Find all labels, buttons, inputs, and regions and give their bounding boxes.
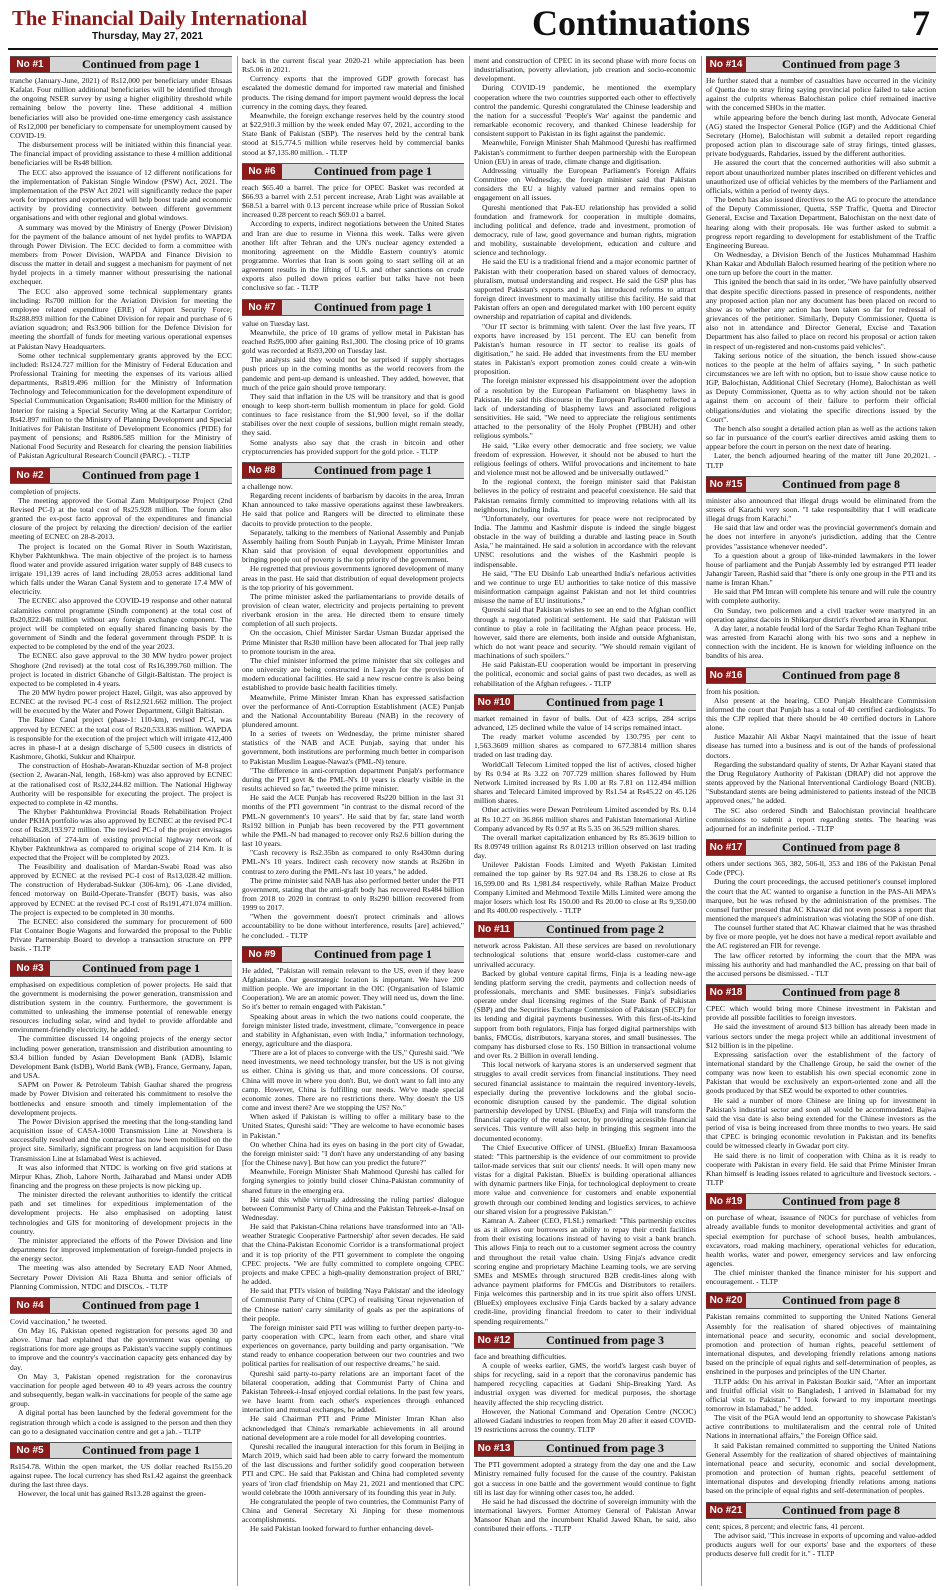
continuation-story: [474, 694, 696, 915]
story-header: [242, 299, 464, 316]
story-paragraph: He said that Pakistan-China relations have transformed into an 'All-weather Strategic Cooperative Partnership' after seven decades. He said that the China-Pakistan Economic Corridor is a transformational project and it is top priority of the PTI government to complete the ongoing CPEC projects. "We are fully committed to complete ongoing CPEC projects and make CPEC a high-quality demonstration project of BRI," he added.: [242, 1222, 464, 1287]
story-header: [706, 476, 936, 493]
story-number-badge: No #13: [474, 1441, 514, 1456]
story-header: [474, 921, 696, 938]
story-header: [706, 1502, 936, 1519]
story-paragraph: Regarding recent incidents of barbarism by dacoits in the area, Imran Khan announced to take massive operations against these lawbreakers. He said that police and Rangers will be directed to eliminate these dacoits to provide protection to the people.: [242, 491, 464, 528]
story-header: [10, 56, 232, 73]
story-paragraph: Expressing satisfaction over the establishment of the factory of international standard by the Challenge Group, he said the owner of the company was now keen to establish his own special economic zone in Pakistan that would be exclusively an export-oriented zone and all the goods produced by that SEZ would be exported to other countries.: [706, 1049, 936, 1096]
story-title: Continued from page 1: [313, 299, 433, 314]
story-paragraph: The disbursement process will be initiated within this financial year. The financial impact of providing assistance to these 4 million additional beneficiaries will be Rs48 billion.: [10, 140, 232, 168]
story-paragraph: On whether China had its eyes on basing in the port city of Gwadar, the foreign minister said: "I don't have any understanding of any basing [for the Chinese navy]. But how can you predict the future?": [242, 1139, 464, 1168]
story-title: Continued from page 1: [81, 960, 201, 975]
story-paragraph: The ECC also approved the issuance of 12 different notifications for the implementation of Pakistan Single Window (PSW) Act, 2021. The implementation of the PSW Act 2021 will significantly reduce the paper work for importers and exporters and will help boost trade and economic activity by providing connectivity between different government organisations and with other regional and global windows.: [10, 167, 232, 223]
story-body: [10, 1317, 232, 1436]
continuation-story: [242, 163, 464, 293]
masthead: [8, 3, 938, 50]
story-paragraph: The advisor said, "This increase in exports of upcoming and value-added products augurs well for our exports' base and the exporters of these products deserve full credit for it." - TLTP: [706, 1530, 936, 1559]
story-number-badge: No #1: [10, 57, 50, 72]
story-paragraph: Addressing virtually the European Parliament's Foreign Affairs Committee on Wednesday, the foreign minister said that Pakistan considers the EU a highly valued partner and remains open to engagement on all issues.: [474, 165, 696, 203]
story-title: Continued from page 1: [81, 1297, 201, 1312]
story-paragraph: The bench also sought a detailed action plan as well as the actions taken so far in pursuance of the court's earlier directives amid asking them to appear before the court in person on the next date of hearing.: [706, 423, 936, 452]
story-paragraph: The prime minister asked the parliamentarians to provide details of provision of clean water, electricity and projects pertaining to prevent riverbank erosion in the area. He directed them to ensure timely completion of all such projects.: [242, 591, 464, 629]
continuation-story: [242, 299, 464, 456]
continuation-story: [474, 1332, 696, 1434]
story-body: [474, 941, 696, 1326]
story-paragraph: The ECNEC also approved the COVID-19 response and other natural calamities control programme (Sindh component) at the total cost of Rs20,822.046 million without any foreign exchange component. The project will be completed on equally shared financing basis by the government of Sindh and the federal government through PSDP. It is expected to be completed by the end of the year 2023.: [10, 596, 232, 652]
story-paragraph: Kamran A. Zaheer (CEO, FLSL) remarked: "This partnership excites us as it allows our borrowers an ability to repay their credit facilities from their existing locations instead of having to visit a bank branch. This allows Finja to reach out to a customer segment across the country and throughout the retail value chain. Using Finja's advance credit scoring engine and proprietary Machine Learning tools, we are serving SMEs and MSMEs through structured B2B credit-lines along with advance payment platforms for FMCGs and Distributors to retailers. Finja welcomes this partnership and in its true spirit also offers UNSL (BlueEx) employees exclusive Finja Cards backed by a salary advance credit-line, providing financial freedom to cater to their individual spending requirements.": [474, 1215, 696, 1326]
story-number-badge: No #21: [706, 1503, 746, 1518]
story-header: [10, 1442, 232, 1459]
story-paragraph: He said the investment of around $13 billion has already been made in various sectors under the mega project while an additional investment of $12 billion is in the pipeline.: [706, 1022, 936, 1050]
story-number-badge: No #19: [706, 1194, 746, 1209]
continuation-story: [706, 984, 936, 1187]
story-paragraph: The foreign minister said PTI was willing to further deepen party-to-party cooperation with CPC, learn from each other, and share vital experiences on governance, party building and party organisation. "We stand ready to enhance cooperation between our two countries and two political parties for realisation of our respective dreams," he said.: [242, 1322, 464, 1369]
story-paragraph: According to experts, indirect negotiations between the United States and Iran are due to resume in Vienna this week. Talks were given another lift after Tehran and the UN's nuclear agency extended a monitoring agreement on the Middle Eastern country's atomic programme. Worries that Iran is soon going to start selling oil at an agreement results in the lifting of U.S. and other sanctions on crude exports also pulled down prices earlier but talks have not been conclusive so far. - TLTP: [242, 219, 464, 293]
story-paragraph: cent; spices, 8 percent; and electric fans, 41 percent.: [706, 1521, 865, 1531]
story-paragraph: Rs154.78. Within the open market, the US dollar reached Rs155.20 against rupee. The local currency has shed Rs1.42 against the greenback during the last three days.: [10, 1461, 232, 1490]
story-paragraph: Meanwhile, Foreign Minister Shah Mahmood Qureshi has called for forging synergies to jointly build closer China-Pakistan community of shared future in the emerging era.: [242, 1167, 464, 1195]
story-paragraph: The overall market capitalization enhanced by Rs 85.3619 billion to Rs 8.09749 trillion against Rs 8.01213 trillion observed on last trading day.: [474, 832, 696, 861]
story-body: [474, 714, 696, 915]
story-paragraph: On May 16, Pakistan opened registration for persons aged 30 and above. Umar had explained that the government was opening up registrations for more age groups as Pakistan's vaccine supply continues to improve and the country's vaccination capacity gets enhanced day by day.: [10, 1326, 232, 1372]
story-title: Continued from page 1: [81, 57, 201, 71]
story-paragraph: on purchase of wheat, issuance of NOCs for purchase of vehicles from already available funds to monitor developmental activities and grant of special exemption for purchase of school buses, health ambulances, excavators, road making machinery, operational vehicles for education, health works, water and power, emergency services and law enforcing agencies.: [706, 1213, 936, 1268]
story-body: [10, 487, 232, 954]
story-body: [706, 687, 936, 834]
story-paragraph: from his position.: [706, 686, 760, 696]
story-title: Continued from page 8: [781, 1293, 901, 1308]
story-paragraph: Speaking about areas in which the two nations could cooperate, the foreign minister listed trade, investment, climate, "convergence in peace and stability in Afghanistan, even with India," information technology, energy, agriculture and the diaspora.: [242, 1011, 464, 1048]
section-title: Continuations: [532, 3, 751, 43]
story-paragraph: The project is located on the Gomal River in South Waziristan, Khyber Pakhtunkhwa. The main objective of the project is to harness flood water and provide assured irrigation water supply of 848 cusecs to irrigate 191,139 acres of land including 28,053 acres additional land which falls under the Waran Canal System and to generate 17.4 MW of electricity.: [10, 541, 232, 597]
story-header: [474, 694, 696, 711]
story-paragraph: He congratulated the people of two countries, the Communist Party of China and General Secretary Xi Jinping for these momentous accomplishments.: [242, 1496, 464, 1525]
story-number-badge: No #20: [706, 1293, 746, 1308]
story-body: [474, 1352, 696, 1434]
story-header: [10, 467, 232, 484]
story-number-badge: No #3: [10, 961, 50, 976]
story-paragraph: In the regional context, the foreign minister said that Pakistan believes in the policy of restraint and peaceful coexistence. He said that Pakistan remains firmly committed to improving relations with all its neighbours, including India.: [474, 477, 696, 514]
story-paragraph: Regarding the substandard quality of stents, Dr Azhar Kayani stated that the Drug Regulatory Authority of Pakistan (DRAP) did not approve the stents approved by the National Interventional Cardiology Board (NICB). "Substandard stents are being administered to patients instead of the NICB approved ones," he added.: [706, 759, 936, 806]
continuation-story: [474, 1440, 696, 1533]
story-title: Continued from page 8: [781, 476, 901, 491]
continuation-story: [242, 56, 464, 157]
continuation-story: [10, 960, 232, 1291]
story-paragraph: During the court proceedings, the accused petitioner's counsel implored the court that the AC wanted to organise a function in the PAS-Ali MPA's marquee, but he was refused by the administration of the premises. The counsel further pressed that AC Khawar did not even possess a report that mentioned the marquee's administration was violating the SOP of one dish.: [706, 877, 936, 923]
story-header: [242, 462, 464, 479]
story-paragraph: He said there is no limit of cooperation with China as it is ready to cooperate with Pakistan in every field. He said that Prime Minister Imran Khan himself is leading issues related to agriculture and livestock sectors. - TLTP: [706, 1150, 936, 1188]
story-paragraph: The Rainee Canal project (phase-1: 110-km), revised PC-I, was approved by ECNEC at the total cost of Rs20,533.836 million. WAPDA is responsible for the execution of the project which will irrigate 412,400 acres in phase-I at a design discharge of 5,500 cusecs in districts of Kashmore, Ghotki, Sukkur and Khairpur.: [10, 715, 232, 762]
story-paragraph: He regretted that previous governments ignored development of many areas in the past. He said that distribution of equal development projects is the top priority of his government.: [242, 564, 464, 592]
column-divider: [701, 56, 702, 1586]
story-paragraph: value on Tuesday last.: [242, 318, 310, 328]
story-paragraph: He said Chairman PTI and Prime Minister Imran Khan also acknowledged that China's remarkable achievements in all around national development are a role model for all developing countries.: [242, 1414, 464, 1442]
story-paragraph: A couple of weeks earlier, GMS, the world's largest cash buyer of ships for recycling, said in a report that the coronavirus pandemic has hampered recycling capacities at Gadani Ship-Breaking Yard. As industrial oxygen was diverted for medical purposes, the shortage heavily affected the ship recycling district.: [474, 1360, 696, 1407]
story-paragraph: To a question about a group of like-minded lawmakers in the lower house of parliament and the Punjab Assembly led by estranged PTI leader Jahangir Tareen, Rashid said that "there is only one group in the PTI and its name is Imran Khan.": [706, 550, 936, 588]
story-paragraph: He said the ACE Punjab has recovered Rs220 billion in the last 31 months of the PTI government "in contrast to the dismal record of the PML-N government's 10 years". He said that by far, state land worth Rs192 billion in Punjab has been recovered by the PTI government while the PML-N had managed to recover only Rs2.6 billion during the last 10 years.: [242, 793, 464, 849]
story-paragraph: Currency exports that the improved GDP growth forecast has escalated the domestic demand for imported raw material and finished products. The rising demand for import payment would depress the local currency in the coming days, they feared.: [242, 74, 464, 111]
column-divider: [469, 56, 470, 1586]
story-paragraph: The counsel further stated that AC Khawar claimed that he was thrashed by five or more people, yet he does not have a medical report available and the AC registered an FIR for revenge.: [706, 923, 936, 951]
story-paragraph: The PTI government adopted a strategy from the day one and the Law Ministry remained fully focused for the cause of the country. Pakistan got a success in one battle and the government would continue to fight till its last day for winning other cases too, he added.: [474, 1460, 696, 1497]
story-paragraph: others under sections 365, 382, 506-ll, 353 and 186 of the Pakistan Penal Code (PPC).: [706, 859, 936, 878]
story-paragraph: reach $65.40 a barrel. The price for OPEC Basket was recorded at $66.93 a barrel with 2.51 percent increase, Arab Light was available at $68.51 a barrel with 0.13 percent increase while price of Russian Sokol increased 0.28 percent to reach $69.01 a barrel.: [242, 182, 464, 220]
story-body: [242, 482, 464, 940]
story-paragraph: Qureshi said party-to-party relations are an important facet of the bilateral cooperation, adding that Communist Party of China and Pakistan Tehreek-i-Insaf enjoyed cordial relations. In the past few years, we have learnt from each other's experiences through enhanced interaction and mutual exchanges, he added.: [242, 1368, 464, 1415]
story-paragraph: In a series of tweets on Wednesday, the prime minister shared statistics of the NAB and ACE Punjab, saying that under his government, both institutions are performing much better in comparison to Pakistan Muslim League-Nawaz's (PML-N) tenure.: [242, 729, 464, 766]
story-title: Continued from page 3: [545, 1441, 665, 1456]
story-body: [242, 183, 464, 293]
story-paragraph: TLTP adds: On his arrival in Pakistan Bozkir said, "After an important and fruitful official visit to Bangladesh, I arrived in Islamabad for my official visit to Pakistan." "I look forward to my important meetings tomorrow in Islamabad," he added.: [706, 1376, 936, 1413]
story-body: [706, 1312, 936, 1495]
story-paragraph: The SC also ordered Sindh and Balochistan provincial healthcare commissions to submit a report regarding stents. The hearing was adjourned for an indefinite period. - TLTP: [706, 805, 936, 833]
story-number-badge: No #11: [474, 922, 514, 937]
continuation-story: [242, 462, 464, 940]
story-body: [706, 496, 936, 661]
story-body: [706, 1213, 936, 1286]
story-paragraph: Backed by global venture capital firms, Finja is a leading new-age lending platform serving the credit, payments and collection needs of professionals, merchants and SME businesses. Finja's subsidiaries operate under dual licensing regimes of the State Bank of Pakistan (SBP) and the Securities Exchange Commission of Pakistan (SECP) for its lending and digital payments businesses. With this first-of-its-kind support from both regulators, Finja has forged digital partnerships with banks, FMCGs, distributors, karyana stores, and small businesses. The company has disbursed close to Rs. 150 Billion in transactional volume and over Rs. 2 Billion in overall lending.: [474, 968, 696, 1061]
story-number-badge: No #16: [706, 668, 746, 683]
story-paragraph: "Our IT sector is brimming with talent. Over the last five years, IT exports have increased by 151 percent. The EU can benefit from Pakistan's human resource in IT sector to realise its goals of digitisation," he said. He added that investments from the EU member states in Pakistan's export promotion zones could create a win-win proposition.: [474, 321, 696, 377]
story-paragraph: He assured the court that the concerned authorities will also submit a report about unauthorized number plates inscribed on different vehicles and unauthorized use of official vehicles by the members of the Parliament and officials, within a period of twenty days.: [706, 158, 936, 195]
story-header: [706, 839, 936, 856]
story-body: [706, 1004, 936, 1187]
story-number-badge: No #2: [10, 468, 50, 483]
continuation-story: [706, 667, 936, 834]
story-paragraph: "When the government doesn't protect criminals and allows accountability to be done without interference, results [are] achieved," he concluded. - TLTP: [242, 912, 464, 940]
story-body: [474, 56, 696, 688]
story-header: [706, 984, 936, 1001]
story-paragraph: The analysts said they would not be surprised if supply shortages push prices up in the coming months as the world recovers from the pandemic and pent-up demand is unleashed. They added, however, that much of the price gain should prove temporary.: [242, 355, 464, 392]
story-paragraph: The meeting approved the Gomal Zam Multipurpose Project (2nd Revised PC-I) at the total cost of Rs25.928 million. The forum also granted the ex-post facto approval of the expenditures and financial closure of the project by relaxing the direction/ decision of the earlier meeting of ECNEC on 28-8-2013.: [10, 495, 232, 542]
story-paragraph: The committee discussed 14 ongoing projects of the energy sector including power generation, transmission and distribution amounting to $3.4 billion funded by Asian Development Bank (ADB), Islamic Development Bank (IsDB), World Bank (WB), France, Germany, Japan, and USA.: [10, 1034, 232, 1081]
story-paragraph: Other activities were Dewan Petroleum Limited ascended by Rs. 0.14 at Rs 10.27 on 36.866 million shares and Pakistan International Airline Company advanced by Rs 0.97 at Rs 5.35 on 36.529 million shares.: [474, 805, 696, 833]
story-title: Continued from page 3: [545, 1332, 665, 1347]
story-paragraph: "Unfortunately, our overtures for peace were not reciprocated by India. The Jammu and Kashmir dispute is indeed the single biggest obstacle in the way of building a durable and lasting peace in South Asia," he maintained. He said a solution in accordance with the relevant UNSC resolutions and the wishes of the Kashmiri people is indispensable.: [474, 513, 696, 569]
story-header: [706, 1193, 936, 1210]
story-paragraph: It was also informed that NTDC is working on five grid stations at Mirpur Khas, Zhob, Lahore North, Jaiharabad and Mansi under ADB financing and the progress on these projects is now picking up.: [10, 1162, 232, 1190]
story-number-badge: No #17: [706, 840, 746, 855]
story-paragraph: A day later, a notable feudal lord of the Sardar Tegho Khan Teghani tribe was arrested from Karachi along with his two sons and a nephew in connection with the incident. He is known for wielding influence on the bandits of his area.: [706, 623, 936, 661]
continuation-story: [706, 1193, 936, 1286]
story-paragraph: "The difference in anti-corruption department Punjab's performance during the PTI govt & the PML-N's 10 years is clearly visible in the results achieved so far," tweeted the prime minister.: [242, 765, 464, 794]
continuation-story: [10, 467, 232, 954]
story-paragraph: The minister directed the relevant authorities to identify the critical path and set timelines for expeditious implementation of the development projects. He also emphasised on adopting latest technologies and GIS for monitoring of development projects in the country.: [10, 1190, 232, 1236]
story-paragraph: It said Pakistan remained committed to supporting the United Nations General Assembly for the realization of shared objectives of maintaining international peace and security, economic and social development, promotion and protection of human rights, peaceful settlement of international disputes and developing friendly relations among nations based on the principle of equal rights and self-determination of peoples.: [706, 1440, 936, 1496]
story-paragraph: Meanwhile, Prime Minister Imran Khan has expressed satisfaction over the performance of Anti-Corruption Establishment (ACE) Punjab and the National Accountability Bureau (NAB) in the recovery of plundered amount.: [242, 692, 464, 729]
story-header: [242, 946, 464, 963]
story-paragraph: The 20 MW hydro power project Hazel, Gilgit, was also approved by ECNEC at the revised PC-I cost of Rs12,921.662 million. The project will be executed by the Water and Power Department, Gilgit Baltistan.: [10, 688, 232, 716]
story-paragraph: During COVID-19 pandemic, he mentioned the exemplary cooperation where the two countries supported each other to effectively control the pandemic. Qureshi congratulated the Chinese leadership and the nation for a successful 'People's War' against the pandemic and remarkable economic recovery, and thanked Chinese leadership for consistent support to Pakistan in its fight against the pandemic.: [474, 83, 696, 139]
story-paragraph: The minister appreciated the efforts of the Power Division and line departments for improved implementation of foreign-funded projects in the energy sector.: [10, 1235, 232, 1264]
story-paragraph: a challenge now.: [242, 481, 293, 491]
story-paragraph: back in the current fiscal year 2020-21 while appreciation has been Rs5.06 in 2021.: [242, 56, 464, 75]
story-paragraph: The ECNEC also considered the summary for procurement of 600 Flat Container Bogie Wagons and forwarded the proposal to the Public Private Partnership Board to develop a transaction structure on PPP basis. - TLTP: [10, 916, 232, 954]
story-title: Continued from page 8: [781, 1194, 901, 1209]
story-body: [242, 966, 464, 1534]
story-paragraph: Meanwhile, the price of 10 grams of yellow metal in Pakistan has reached Rs95,000 after gaining Rs1,300. The closing price of 10 grams gold was recorded at Rs93,200 on Tuesday last.: [242, 327, 464, 356]
story-paragraph: face and breathing difficulties.: [474, 1351, 567, 1361]
story-paragraph: He said Pakistan looked forward to further enhancing devel-: [250, 1524, 434, 1534]
story-paragraph: The foreign minister expressed his disappointment over the adoption of a resolution by the European Parliament on blasphemy laws in Pakistan. He said this discourse in the European Parliament reflected a lack of understanding of blasphemy laws and associated religious sensitivities. He said, "We need to appreciate the religious sentiments attached to the personality of the Holy Prophet (PBUH) and other religious symbols.": [474, 376, 696, 441]
story-paragraph: A summary was moved by the Ministry of Energy (Power Division) for the payment of the balance amount of net hydel profits to WAPDA through Power Division. The ECC decided to form a committee with members from Power Division, WAPDA and Finance Division to discuss the matter in detail and suggest a mechanism for payment of net hydel projects in a timely manner without pressurising the national exchequer.: [10, 222, 232, 287]
continuation-story: [474, 921, 696, 1326]
story-paragraph: He said that law and order was the provincial government's domain and he does not interfere in anyone's jurisdiction, adding that the Centre provides "assistance whenever needed".: [706, 523, 936, 551]
story-paragraph: The ready market volume ascended by 130.795 per cent to 1,563.3609 million shares as compared to 677.3814 million shares traded on last trading day.: [474, 732, 696, 760]
story-paragraph: However, the National Command and Operation Centre (NCOC) allowed Gadani industries to reopen from May 20 after it eased COVID-19 restrictions across the country. TLTP: [474, 1406, 696, 1435]
story-paragraph: Taking serious notice of the situation, the bench issued show-cause notices to the people at the helm of affairs saying, " In such pathetic circumstances we are left with no option, but to issue show cause notice to IGP, Balochistan, Additional Chief Secretary (Home), Balochistan as well as Deputy Commissioner, Quetta as to why action should not be taken against them on account of their failure to perform their official obligations/duties and violating the specific directions issued by the Court".: [706, 350, 936, 424]
story-body: [706, 1522, 936, 1559]
story-paragraph: On the occasion, Chief Minister Sardar Usman Buzdar apprised the Prime Minister that Rs30 million have been allocated for Thal jeep rally to promote tourism in the area.: [242, 628, 464, 656]
story-paragraph: On May 3, Pakistan opened registration for the coronavirus vaccination for people aged between 40 to 49 years across the country and subsequently, began walk-in vaccinations for people of the same age group.: [10, 1371, 232, 1409]
story-paragraph: Meanwhile, Foreign Minister Shah Mahmood Qureshi has reaffirmed Pakistan's commitment to further deepen partnership with the European Union (EU) in areas of trade, climate change and digitisation.: [474, 138, 696, 166]
story-paragraph: On Wednesday, a Division Bench of the Justices Muhammad Hashim Khan Kakar and Abdullah Baloch resumed hearing of the petition where no one turn up before the court in the matter.: [706, 249, 936, 278]
story-paragraph: When asked if Pakistan is willing to offer a military base to the United States, Qureshi said: "They are welcome to have economic bases in Pakistan.": [242, 1112, 464, 1140]
story-body: [706, 76, 936, 470]
story-paragraph: He said the EU is a traditional friend and a major economic partner of Pakistan with their cooperation based on shared values of democracy, pluralism, mutual understanding and respect. He said the GSP plus has supported Pakistan's exports and it has introduced reforms to attract foreign direct investment to maximally utilise this facility. He said that Pakistan offers an open and deregulated market with 100 percent equity ownership and repatriation of capital and dividends.: [474, 257, 696, 322]
story-number-badge: No #7: [242, 300, 282, 315]
story-body: [242, 319, 464, 456]
story-paragraph: He said, "The EU Disinfo Lab unearthed India's nefarious activities and we continue to urge EU authorities to take notice of this massive misinformation campaign against Pakistan and not let third countries misuse the name of EU institutions.": [474, 568, 696, 606]
story-title: Continued from page 8: [781, 840, 901, 855]
story-paragraph: The law officer retorted by informing the court that the MPA was missing his authority and had manhandled the AC, pressing on that bail of the accused persons be dismissed. - TLT: [706, 950, 936, 978]
story-paragraph: emphasised on expeditious completion of power projects. He said that the government is modernising the power generation, transmission and distribution system in the country. Furthermore, the government is committed to unleashing the immense potential of renewable energy resources including solar, wind and hydel to provide affordable and environment-friendly electricity, he added.: [10, 979, 232, 1035]
story-paragraph: SAPM on Power & Petroleum Tabish Gauhar shared the progress made by Power Division and reiterated his commitment to resolve the bottlenecks and ensure smooth and timely implementation of the development projects.: [10, 1080, 232, 1117]
story-paragraph: Later, the bench adjourned hearing of the matter till June 20,2021. - TLTP: [706, 451, 936, 470]
story-paragraph: WorldCall Telecom Limited topped the list of actives, closed higher by Rs 0.94 at Rs 3.22 on 707.729 million shares followed by Hum Network Limited increased by Rs 1.00 at Rs 7.81 on 112.494 million shares and Telecard Limited improved by Rs1.54 at Rs45.22 on 45.126 million shares.: [474, 759, 696, 806]
story-paragraph: He said Pakistan-EU cooperation would be important in preserving the political, economic and social gains of past two decades, as well as rehabilitation of the Afghan refugees. - TLTP: [474, 660, 696, 688]
story-paragraph: tranche (January-June, 2021) of Rs12,000 per beneficiary under Ehsaas Kafalat. Four million additional beneficiaries will be identified through the ongoing NSER survey by using a higher eligibility threshold while remaining below the poverty line. These additional 4 million beneficiaries will also be provided one-time emergency cash assistance of Rs12,000 per beneficiary to compensate for unemployment caused by COVID-19.: [10, 76, 232, 140]
story-body: [706, 859, 936, 978]
story-header: [10, 1297, 232, 1314]
story-paragraph: This local network of karyana stores is an underserved segment that struggles to avail credit services from financial institutions. They need secured financial assistance to maintain the required inventory-levels, especially during the preventive lockdowns and the global socio-economic disruption caused by the pandemic. The digital solution partnership developed by UNSL (BlueEx) and Finja will transform the financial capacity of the retail sector, by providing accessible financial services. This venture will also help in bringing this segment into the documented economy.: [474, 1060, 696, 1143]
story-paragraph: Meanwhile, the foreign exchange reserves held by the country stood at $22,910.3 million by the week ended May 07, 2021, according to the State Bank of Pakistan (SBP). The reserves held by the central bank stood at $15,774.5 million while reserves held by commercial banks stood at $7,135.80 million. - TLTP: [242, 110, 464, 157]
story-paragraph: He said this while virtually addressing the ruling parties' dialogue between Communist Party of China and the Pakistan Tehreek-e-Insaf on Wednesday.: [242, 1194, 464, 1222]
story-paragraph: The ECNEC also gave approval to the 30 MW hydro power project Shoghore (2nd revised) at the total cost of Rs16,399.760 million. The project is located in district Ghanche of Gilgit-Baltistan. The project is expected to be completed in 4 years.: [10, 651, 232, 688]
column-3: [474, 56, 696, 1586]
story-paragraph: The Feasibility and dualisation of Mardan-Swabi Road was also approved by ECNEC at the revised PC-I cost of Rs13,028.42 million. The construction of Hyderabad-Sukkur (306-km), 06 -Lane divided, fenced motorway on Build-Operate-Transfer (BOT) basis, was also approved by ECNEC at the revised PC-I cost of Rs191,471.074 million. The project is expected to be completed in 30 months.: [10, 861, 232, 917]
story-title: Continued from page 1: [313, 462, 433, 477]
story-paragraph: On Sunday, two policemen and a civil tracker were martyred in an operation against dacoits in Shikarpur district's riverbed area in Khanpur.: [706, 605, 936, 624]
story-paragraph: This ignited the bench that said in its order, "We have painfully observed that despite specific directions passed in presence of respondents, neither any proposed action plan nor any document has been placed on record to show as to whether any action has been taken so far for redressal of grievances of the petitioner. Similarly, Deputy Commissioner, Quetta is also not in attendance and Director General, Excise and Taxation Department has also failed to place on record his proposal or action taken in respect of un-registered and non-customs paid vehicles".: [706, 277, 936, 351]
article-columns: [10, 56, 936, 1586]
column-1: [10, 56, 232, 1586]
story-title: Continued from page 1: [313, 163, 433, 178]
story-paragraph: The Khyber Pakhtunkhwa Provincial Roads Rehabilitation Project under PKHA portfolio was also approved by ECNEC at the revised PC-I cost of Rs28,193.972 million. The revised PC-I of the project envisages rehabilitation of 274-km of existing provincial highway network of Khyber Pakhtunkhwa as compared to original scope of 214 Km. It is expected that the Project will be completed by 2023.: [10, 807, 232, 862]
story-paragraph: Covid vaccination," he tweeted.: [10, 1316, 107, 1326]
story-title: Continued from page 3: [781, 57, 901, 71]
story-paragraph: network across Pakistan. All these services are based on revolutionary technological solutions that ensure world-class customer-care and unrivalled accuracy.: [474, 941, 696, 969]
story-paragraph: He further stated that a number of casualties have occurred in the vicinity of Quetta due to stray firing saying provincial police failed to take action against the culprits whereas Balochistan police chief remained inactive with the concerned SHOs in the matter.: [706, 76, 936, 113]
story-body: [10, 76, 232, 461]
story-title: Continued from page 2: [545, 922, 665, 937]
story-paragraph: He said that PTI's vision of building 'Naya Pakistan' and the ideology of Communist Party of China (CPC) of realising 'Great rejuvenation of the Chinese nation' carry similarity of goals as per the aspirations of their people.: [242, 1286, 464, 1323]
continuation-story: [706, 1292, 936, 1495]
story-title: Continued from page 8: [781, 1502, 901, 1517]
story-paragraph: A digital portal has been launched by the federal government for the registration through which a code is assigned to the person and then they can go to a designated vaccination centre and get a jab. - TLTP: [10, 1408, 232, 1436]
story-paragraph: market remained in favor of bulls. Out of 423 scrips, 284 scrips advanced, 125 declined while the value of 14 scrips remained intact.: [474, 713, 696, 732]
story-paragraph: He said a number of more Chinese are lining up for investment in Pakistan's industrial sector and soon all would be accommodated. Bajwa said the visa date is also being extended for the Chinese investors as the period of visa is being increased from three months to two years. He said that CPEC is bringing economic revolution in Pakistan and its benefits could be witnessed clearly in Gwadar port city.: [706, 1095, 936, 1151]
continuation-story: [706, 476, 936, 661]
story-paragraph: ment and construction of CPEC in its second phase with more focus on industrialisation, poverty alleviation, job creation and socio-economic development.: [474, 56, 696, 84]
story-header: [706, 56, 936, 73]
story-paragraph: He said he had discussed the doctrine of sovereign immunity with the international lawyers. Former Attorney General of Pakistan Anwar Mansoor Khan and the incumbent Khalid Jawed Khan, he said, also contributed their efforts. - TLTP: [474, 1496, 696, 1534]
story-number-badge: No #5: [10, 1443, 50, 1458]
story-header: [242, 163, 464, 180]
story-paragraph: The chief minister informed the prime minister that six colleges and one university are being constructed in Layyah for the provision of modern educational facilities. He said a new rescue centre is also being established to provide basic health facilities timely.: [242, 655, 464, 693]
story-title: Continued from page 1: [81, 467, 201, 482]
story-paragraph: completion of projects.: [10, 486, 81, 496]
story-paragraph: Some other technical supplementary grants approved by the ECC included: Rs124.727 million for the Ministry of Federal Education and Professional Training for meeting the expenses of its various allied departments, Rs819.496 million for the Ministry of Information Technology and Telecommunication for the development expenditure of Special Communication Organisation; Rs400 million for the Ministry of Interior for raising a Special Security Wing at the Kartarpur Corridor; Rs42.897 million to the Ministry of Planning Development and Special Initiatives for Pakistan Institute of Development Economics (PIDE) for payment of pensions; and Rs806.585 million for the Ministry of National Food Security and Research for clearing the pension liabilities of Pakistan Agricultural Research Council (PARC). - TLTP: [10, 350, 232, 461]
story-title: Continued from page 1: [81, 1442, 201, 1457]
story-paragraph: The construction of Hoshab-Awaran-Khuzdar section of M-8 project (section 2, Awaran-Nal, length, 168-km) was also approved by ECNEC at the rationalised cost of Rs32,244.82 million. The National Highway Authority will be responsible for executing the project. The project is expected to complete in 42 months.: [10, 761, 232, 807]
story-number-badge: No #12: [474, 1333, 514, 1348]
story-header: [474, 1332, 696, 1349]
story-number-badge: No #10: [474, 695, 514, 710]
story-body: [474, 1460, 696, 1533]
story-header: [706, 667, 936, 684]
continuation-story: [706, 56, 936, 470]
column-divider: [237, 56, 238, 1586]
story-paragraph: The Power Division apprised the meeting that the long-standing land acquisition issue of CASA-1000 Transmission Line at Nowshera is successfully resolved and the contractor has now been mobilised on the project site. Similarly, significant progress on land acquisition for Dasu Transmission Line at Islamabad West is achieved.: [10, 1116, 232, 1163]
continuation-story: [706, 1502, 936, 1559]
story-paragraph: He added, "Pakistan will remain relevant to the US, even if they leave Afghanistan. Our geostrategic location is important. We have 200 million people. We are important in the OIC (Organisation of Islamic Cooperation). We are an atomic power. They will need us, down the line. So it's better to remain engaged with Pakistan.": [242, 965, 464, 1012]
story-paragraph: while appearing before the bench during last month, Advocate General (AG) stated the Inspector General Police (IGP) and the Additional Chief Secretary (Home), Balochistan will submit a detailed report regarding proposed action plan to discourage sale of stray firings, tinted glasses, private bodyguards, Rahdaries, issued by the different authorities.: [706, 112, 936, 159]
story-paragraph: He said, "Like every other democratic and free society, we value freedom of expression. However, it should not be abused to hurt the religious feelings of others. Wilful provocations and incitement to hate and violence must not be allowed and be universally outlawed.": [474, 440, 696, 478]
story-number-badge: No #6: [242, 164, 282, 179]
story-paragraph: Separately, talking to the members of National Assembly and Punjab Assembly hailing from South Punjab in Layyah, Prime Minister Imran Khan said that provision of equal development opportunities and bringing people out of poverty is the top priority of the government.: [242, 527, 464, 565]
story-paragraph: The meeting was also attended by Secretary EAD Noor Ahmed, Secretary Power Division Ali Raza Bhutta and senior officials of Planning Commission, NTDC and DISCOs. - TLTP: [10, 1263, 232, 1291]
story-paragraph: CPEC which would bring more Chinese investment in Pakistan and provide all possible facilities to foreign investors.: [706, 1004, 936, 1023]
story-paragraph: "There are a lot of places to converge with the US," Qureshi said. "We need investments, we need technology transfer, but the US is not giving us either. China is giving us that, and more concessions. Of course, China will move in where you don't. But, we don't want to fall into any camp. However, China is fulfilling our needs. We've made special economic zones. There are no restrictions there. Why doesn't the US come and invest there? Are we stopping the US? No.": [242, 1048, 464, 1113]
story-paragraph: The ECC also approved some technical supplementary grants including: Rs700 million for the Aviation Division for meeting the employee related expenditure (ERE) of Airport Security Force; Rs288.893 million for the Cabinet Division for repair and purchase of 6 aviation squadron; and Rs3.906 billion for the Defence Division for meeting the shortfall of funds for meeting various operational expenses at Pakistan Navy Headquarters.: [10, 286, 232, 351]
story-paragraph: Qureshi mentioned that Pak-EU relationship has provided a solid foundation and framework for cooperation in multiple domains, including political and defence, trade and investment, promotion of democracy, rule of law, good governance and human rights, migration and mobility, sustainable development, education and culture and science and technology.: [474, 202, 696, 258]
story-header: [706, 1292, 936, 1309]
continuation-story: [10, 1442, 232, 1499]
story-title: Continued from page 8: [781, 985, 901, 1000]
story-paragraph: Some analysts also say that the crash in bitcoin and other cryptocurrencies has provided support for the gold price. - TLTP: [242, 437, 464, 456]
story-paragraph: They said that inflation in the US will be transitory and that is good enough to keep short-term bullish momentum in place for gold. Gold continues to face resistance from the $1,900 level, so if the dollar stabilises over the next couple of sessions, bullion might remain steady, they said.: [242, 391, 464, 438]
story-paragraph: "Cash recovery is Rs2.35bn as compared to only Rs430mn during PML-N's 10 years. Indirect cash recovery now stands at Rs26bn in contrast to zero during the PML-N's last 10 years," he added.: [242, 848, 464, 876]
story-body: [10, 980, 232, 1291]
story-number-badge: No #9: [242, 947, 282, 962]
continuation-story: [10, 1297, 232, 1436]
story-paragraph: He said that PM Imran will complete his tenure and will rule the country with complete authority.: [706, 587, 936, 606]
story-paragraph: Also present at the hearing, CEO Punjab Healthcare Commission informed the court that Punjab has a total of 40 certified cardiologists. To this the CJP replied that there should be 40 certified doctors in Lahore alone.: [706, 695, 936, 733]
continuation-story: [706, 839, 936, 978]
story-number-badge: No #18: [706, 985, 746, 1000]
story-paragraph: The prime minister said NAB has also performed better under the PTI government, stating that the anti-graft body has recovered Rs484 billion from 2018 to 2020 in contrast to only Rs290 billion recovered from 1999 to 2017.: [242, 875, 464, 913]
story-paragraph: Pakistan remains committed to supporting the United Nations General Assembly for the realisation of shared objectives of maintaining international peace and security, economic and social development, promotion and protection of human rights, peaceful settlement of international disputes, and developing friendly relations among nations based on the principle of equal rights and self-determination of peoples, as enshrined in the purposes and principles of the UN Charter.: [706, 1312, 936, 1377]
story-paragraph: minister also announced that illegal drugs would be eliminated from the streets of Karachi very soon. "I take responsibility that I will eradicate illegal drugs from Karachi.": [706, 495, 936, 524]
continuation-story: [10, 56, 232, 461]
story-title: Continued from page 1: [545, 694, 665, 709]
story-paragraph: Justice Mazahir Ali Akbar Naqvi maintained that the issue of heart disease has turned into a business and is out of the hands of professional doctors.: [706, 732, 936, 760]
story-number-badge: No #14: [706, 57, 746, 72]
story-paragraph: Qureshi recalled the inaugural interaction for this forum in Beijing in March 2019, which said had been able to carry forward the momentum of the last discussions and further solidify good cooperation between PTI and CPC. He said that Pakistan and China had completed seventy years of 'iron clad' friendship on May 21, 2021 and mentioned that CPC would celebrate the 100th anniversary of its founding this year in July.: [242, 1441, 464, 1497]
page-number: 7: [912, 3, 930, 43]
story-paragraph: The visit of the PGA would lend an opportunity to showcase Pakistan's active contributions to multilateralism and the central role of United Nations in international affairs," the Foreign Office said.: [706, 1413, 936, 1441]
story-paragraph: However, the local unit has gained Rs13.28 against the green-: [18, 1489, 207, 1499]
story-paragraph: The chief minister thanked the finance minister for his support and encouragement. - TLTP: [706, 1268, 936, 1287]
story-paragraph: The bench has also issued directives to the AG to procure the attendance of the Deputy Commissioner, Quetta, SSP Traffic, Quetta and Director General, Excise and Taxation Department, Balochistan on the next date of hearing along with their proposals. He was further asked to submit a progress report regarding to development for establishment of the Traffic Engineering Bureau.: [706, 195, 936, 250]
story-title: Continued from page 8: [781, 667, 901, 682]
continuation-story: [242, 946, 464, 1534]
story-body: [10, 1462, 232, 1499]
story-header: [10, 960, 232, 977]
story-body: [242, 56, 464, 157]
story-number-badge: No #15: [706, 477, 746, 492]
story-paragraph: Unilever Pakistan Foods Limited and Wyeth Pakistan Limited remained the top gainer by Rs 927.04 and Rs 138.26 to close at Rs 16,599.00 and Rs 1,981.84 respectively, while Rafhan Maize Product Company Limited and Mehmood Textile Mills Limited were among the major losers which lost Rs 150.00 and Rs 20.00 to close at Rs 9,350.00 and Rs 400.00 respectively. - TLTP: [474, 860, 696, 916]
story-paragraph: The Chief Executive Officer of UNSL (BlueEx) Imran Baxamoosa stated: "This partnership is the evidence of our commitment to provide tailor-made services that suit our clients' needs. It will open many new vistas for a digital Pakistan. BlueEx is building operational alliances with dynamic partners like Finja, for technological deployment to create more value and convenience for customers and enable exponential growth through our combined lending and logistics services, to achieve our shared vision for a progressive Pakistan.": [474, 1142, 696, 1216]
continuation-story: [474, 56, 696, 688]
column-4: [706, 56, 936, 1586]
story-number-badge: No #8: [242, 463, 282, 478]
story-number-badge: No #4: [10, 1298, 50, 1313]
newspaper-brand: The Financial Daily International: [12, 6, 308, 30]
column-2: [242, 56, 464, 1586]
issue-date: Thursday, May 27, 2021: [92, 31, 203, 42]
story-paragraph: Qureshi said that Pakistan wishes to see an end to the Afghan conflict through a negotiated political settlement. He said that Pakistan will continue to play a role in facilitating the Afghan peace process. He, however, said there are elements, both inside and outside Afghanistan, which do not want peace and security. "We should remain vigilant of machinations of such spoilers.": [474, 605, 696, 661]
story-header: [474, 1440, 696, 1457]
story-title: Continued from page 1: [313, 946, 433, 961]
